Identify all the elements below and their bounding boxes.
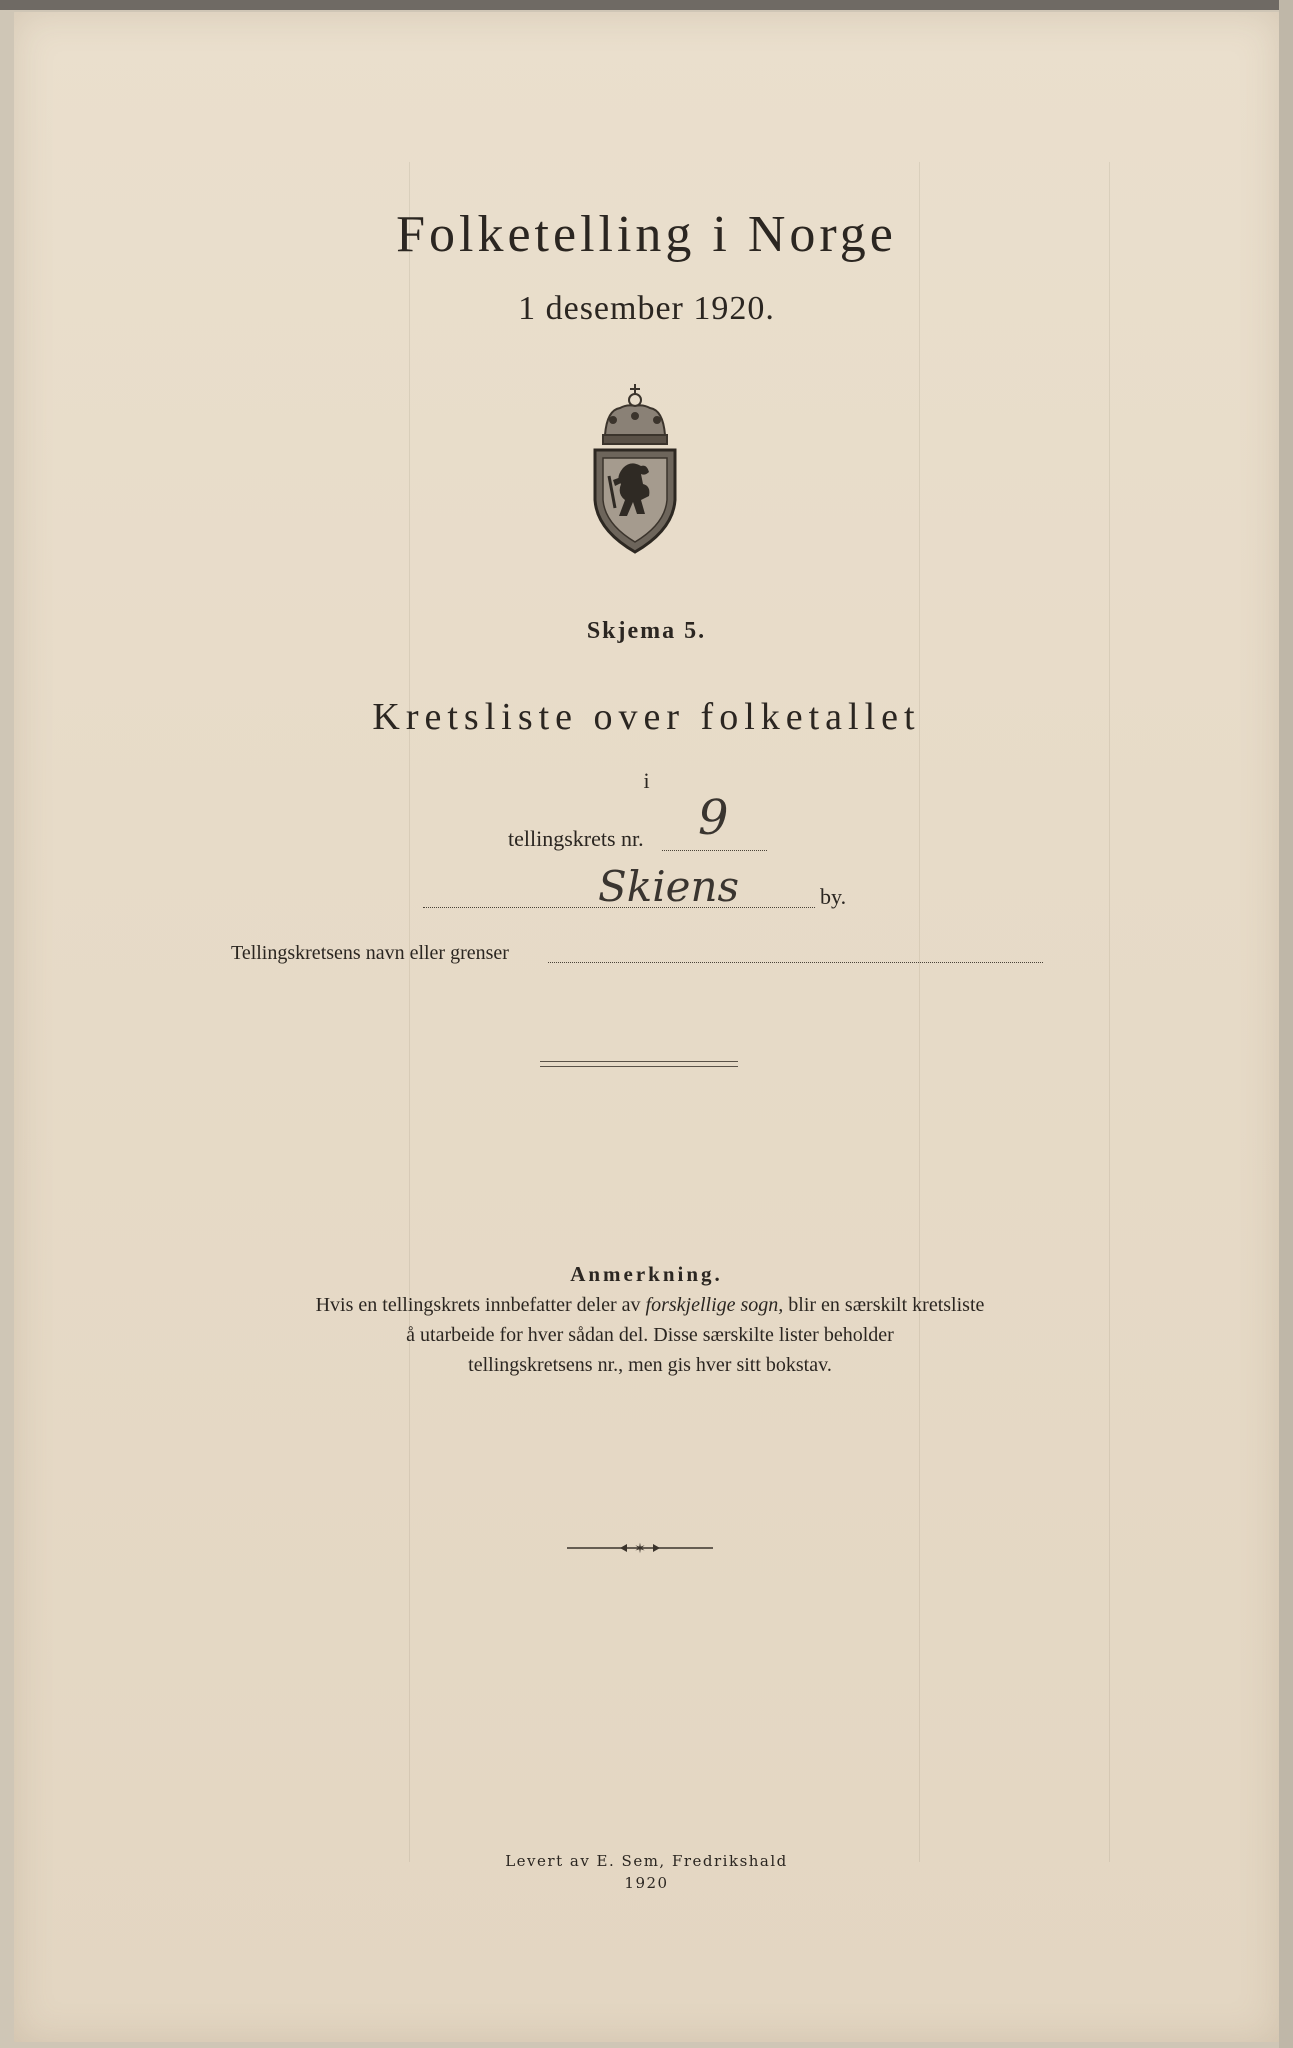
- printer-credit: Levert av E. Sem, Fredrikshald: [505, 1852, 788, 1870]
- coat-of-arms-icon: [585, 380, 685, 555]
- district-name-line: [548, 962, 1043, 963]
- bleed-through-line: [1109, 162, 1110, 1862]
- separator-rule: [540, 1066, 738, 1067]
- note-title: Anmerkning.: [570, 1262, 723, 1286]
- form-heading: Kretsliste over folketallet: [372, 696, 921, 738]
- bleed-through-line: [919, 162, 920, 1862]
- scan-edge-top: [0, 0, 1293, 10]
- note-line-1-suffix: blir en særskilt kretsliste: [783, 1294, 985, 1316]
- note-line-3: tellingskretsens nr., men gis hver sitt bokstav.: [468, 1354, 832, 1376]
- census-date: 1 desember 1920.: [518, 290, 775, 327]
- district-number-handwritten: 9: [698, 790, 729, 846]
- town-name-handwritten: Skiens: [598, 862, 740, 911]
- document-title: Folketelling i Norge: [396, 206, 897, 263]
- svg-text:✶: ✶: [634, 1541, 646, 1557]
- note-line-1-prefix: Hvis en tellingskrets innbefatter deler av: [315, 1294, 646, 1316]
- note-line-1: [250, 1290, 1050, 1320]
- district-number-line: [662, 850, 767, 851]
- town-suffix: by.: [820, 884, 847, 909]
- bleed-through-line: [409, 162, 410, 1862]
- printer-year: 1920: [624, 1874, 669, 1892]
- note-text: [250, 1290, 1050, 1380]
- district-name-label: Tellingskretsens navn eller grenser: [231, 942, 509, 964]
- district-number-label: tellingskrets nr.: [508, 826, 644, 851]
- note-line-2: å utarbeide for hver sådan del. Disse særskilte lister beholder: [406, 1324, 894, 1346]
- note-line-1-italic: forskjellige sogn,: [645, 1294, 784, 1316]
- ornament-divider-icon: [565, 1538, 715, 1558]
- separator-rule: [540, 1061, 738, 1062]
- schema-number: Skjema 5.: [586, 618, 707, 644]
- preposition: i: [643, 768, 650, 793]
